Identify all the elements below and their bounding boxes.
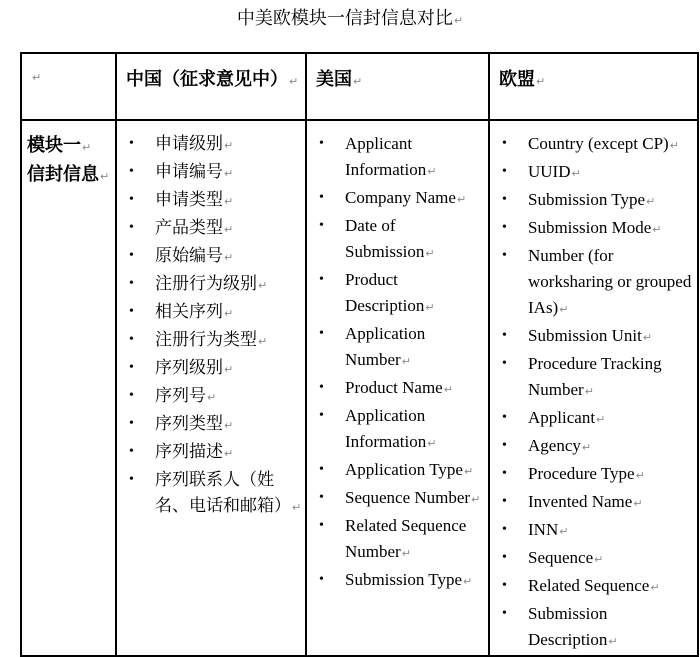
list-item	[307, 131, 487, 185]
paragraph-mark-icon: ↵	[401, 355, 411, 368]
paragraph-mark-icon: ↵	[456, 193, 467, 206]
list-item	[117, 271, 304, 299]
paragraph-mark-icon: ↵	[608, 635, 618, 648]
list-item	[117, 215, 304, 243]
paragraph-mark-icon: ↵	[427, 437, 437, 450]
row-label-module1-envelope	[21, 120, 116, 656]
bullet-icon: •	[502, 136, 507, 151]
list-item-text: UUID↵	[528, 162, 581, 181]
paragraph-mark-icon: ↵	[224, 363, 234, 376]
paragraph-mark-icon: ↵	[224, 195, 234, 208]
list-item	[490, 131, 696, 159]
list-item-text: Application Type↵	[345, 460, 474, 479]
cell-usa-items	[306, 120, 489, 656]
bullet-icon: •	[502, 522, 507, 537]
list-item	[307, 403, 487, 457]
list-item	[117, 159, 304, 187]
bullet-icon: •	[502, 220, 507, 235]
bullet-icon: •	[502, 192, 507, 207]
list-item	[117, 131, 304, 159]
paragraph-mark-icon: ↵	[82, 141, 92, 154]
paragraph-mark-icon: ↵	[224, 447, 234, 460]
list-item-text: 相关序列↵	[155, 302, 234, 321]
list-item	[490, 573, 696, 601]
bullet-icon: •	[502, 606, 507, 621]
list-item	[117, 327, 304, 355]
bullet-icon: •	[129, 332, 134, 347]
paragraph-mark-icon: ↵	[207, 391, 217, 404]
paragraph-mark-icon: ↵	[425, 301, 435, 314]
bullet-icon: •	[502, 164, 507, 179]
list-item	[490, 243, 696, 323]
paragraph-mark-icon: ↵	[581, 441, 592, 454]
list-item-text: 序列描述↵	[155, 442, 234, 461]
bullet-icon: •	[319, 462, 324, 477]
header-cell-usa: 美国↵	[306, 53, 489, 120]
cell-china-items	[116, 120, 306, 656]
bullet-icon: •	[129, 220, 134, 235]
bullet-icon: •	[129, 136, 134, 151]
list-item-text: Related Sequence Number↵	[345, 516, 467, 561]
list-item-text: Agency↵	[528, 436, 592, 455]
list-item-text: Application Information↵	[345, 406, 437, 451]
list-item	[307, 513, 487, 567]
paragraph-mark-icon: ↵	[289, 75, 299, 88]
paragraph-mark-icon: ↵	[652, 223, 662, 236]
paragraph-mark-icon: ↵	[425, 247, 435, 260]
list-item	[117, 355, 304, 383]
bullet-icon: •	[319, 408, 324, 423]
paragraph-mark-icon: ↵	[669, 139, 679, 152]
bullet-icon: •	[129, 472, 134, 487]
paragraph-mark-icon: ↵	[224, 223, 234, 236]
paragraph-mark-icon: ↵	[258, 279, 268, 292]
bullet-icon: •	[502, 248, 507, 263]
bullet-icon: •	[502, 494, 507, 509]
bullet-icon: •	[319, 380, 324, 395]
bullet-icon: •	[129, 360, 134, 375]
list-item	[117, 411, 304, 439]
paragraph-mark-icon: ↵	[353, 75, 363, 88]
list-item	[490, 159, 696, 187]
list-item	[490, 517, 696, 545]
list-item	[490, 323, 696, 351]
list-item	[117, 299, 304, 327]
paragraph-mark-icon: ↵	[292, 501, 302, 514]
header-row	[21, 53, 698, 120]
bullet-icon: •	[502, 578, 507, 593]
list-item-text: Product Name↵	[345, 378, 453, 397]
paragraph-mark-icon: ↵	[559, 525, 569, 538]
page-title	[0, 7, 700, 32]
bullet-icon: •	[319, 218, 324, 233]
row-label-line: 信封信息↵	[27, 164, 110, 184]
list-item	[307, 185, 487, 213]
list-item	[307, 213, 487, 267]
list-item-text: Application Number↵	[345, 324, 426, 369]
bullet-icon: •	[502, 550, 507, 565]
paragraph-mark-icon: ↵	[571, 167, 581, 180]
list-item-text: Procedure Type↵	[528, 464, 645, 483]
list-item-text: Date of Submission↵	[345, 216, 435, 261]
list-item-text: Procedure Tracking Number↵	[528, 354, 662, 399]
bullet-icon: •	[502, 328, 507, 343]
list-item-text: 序列联系人（姓名、电话和邮箱）↵	[155, 470, 302, 515]
eu-item-list	[490, 121, 697, 655]
bullet-icon: •	[319, 136, 324, 151]
paragraph-mark-icon: ↵	[642, 331, 653, 344]
list-item-text: Submission Mode↵	[528, 218, 662, 237]
china-item-list	[117, 121, 305, 521]
paragraph-mark-icon: ↵	[224, 307, 234, 320]
paragraph-mark-icon: ↵	[224, 139, 234, 152]
list-item-text: 申请类型↵	[155, 190, 234, 209]
list-item-text: 序列级别↵	[155, 358, 234, 377]
paragraph-mark-icon: ↵	[594, 553, 604, 566]
list-item	[490, 215, 696, 243]
list-item	[117, 187, 304, 215]
bullet-icon: •	[319, 272, 324, 287]
paragraph-mark-icon: ↵	[559, 303, 569, 316]
list-item-text: Sequence Number↵	[345, 488, 481, 507]
list-item	[307, 567, 487, 595]
list-item	[307, 321, 487, 375]
bullet-icon: •	[502, 410, 507, 425]
paragraph-mark-icon: ↵	[650, 581, 660, 594]
paragraph-mark-icon: ↵	[401, 547, 411, 560]
list-item-text: 注册行为级别↵	[155, 274, 268, 293]
bullet-icon: •	[319, 572, 324, 587]
bullet-icon: •	[129, 164, 134, 179]
list-item	[117, 383, 304, 411]
list-item	[490, 187, 696, 215]
bullet-icon: •	[129, 304, 134, 319]
list-item-text: Product Description↵	[345, 270, 435, 315]
list-item	[490, 433, 696, 461]
paragraph-mark-icon: ↵	[596, 413, 606, 426]
paragraph-mark-icon: ↵	[224, 167, 234, 180]
list-item-text: INN↵	[528, 520, 569, 539]
paragraph-mark-icon: ↵	[258, 335, 268, 348]
list-item	[490, 545, 696, 573]
paragraph-mark-icon: ↵	[427, 165, 437, 178]
list-item-text: 序列号↵	[155, 386, 217, 405]
list-item-text: Submission Unit↵	[528, 326, 653, 345]
list-item-text: 序列类型↵	[155, 414, 234, 433]
list-item	[307, 267, 487, 321]
paragraph-mark-icon: ↵	[224, 251, 234, 264]
list-item-text: Submission Description↵	[528, 604, 618, 649]
list-item	[490, 601, 696, 655]
list-item-text: 产品类型↵	[155, 218, 234, 237]
paragraph-mark-icon: ↵	[32, 71, 42, 84]
bullet-icon: •	[129, 248, 134, 263]
paragraph-mark-icon: ↵	[224, 419, 234, 432]
list-item	[490, 351, 696, 405]
paragraph-mark-icon: ↵	[463, 575, 473, 588]
list-item-text: Company Name↵	[345, 188, 467, 207]
bullet-icon: •	[129, 192, 134, 207]
bullet-icon: •	[319, 518, 324, 533]
bullet-icon: •	[319, 326, 324, 341]
list-item-text: 原始编号↵	[155, 246, 234, 265]
body-row	[21, 120, 698, 656]
header-cell-eu: 欧盟↵	[489, 53, 698, 120]
paragraph-mark-icon: ↵	[463, 465, 474, 478]
list-item	[117, 243, 304, 271]
paragraph-mark-icon: ↵	[100, 170, 110, 183]
bullet-icon: •	[502, 466, 507, 481]
paragraph-mark-icon: ↵	[471, 493, 481, 506]
cell-eu-items	[489, 120, 698, 656]
list-item	[490, 461, 696, 489]
list-item-text: Submission Type↵	[528, 190, 656, 209]
list-item	[117, 439, 304, 467]
list-item-text: Country (except CP)↵	[528, 134, 679, 153]
paragraph-mark-icon: ↵	[635, 469, 645, 482]
usa-item-list	[307, 121, 488, 595]
list-item-text: 注册行为类型↵	[155, 330, 268, 349]
bullet-icon: •	[502, 356, 507, 371]
paragraph-mark-icon: ↵	[584, 385, 594, 398]
paragraph-mark-icon: ↵	[646, 195, 656, 208]
list-item-text: Invented Name↵	[528, 492, 643, 511]
paragraph-mark-icon: ↵	[443, 383, 453, 396]
bullet-icon: •	[129, 416, 134, 431]
bullet-icon: •	[129, 444, 134, 459]
list-item	[307, 485, 487, 513]
bullet-icon: •	[129, 388, 134, 403]
list-item-text: Applicant Information↵	[345, 134, 437, 179]
list-item-text: Applicant↵	[528, 408, 606, 427]
bullet-icon: •	[502, 438, 507, 453]
bullet-icon: •	[319, 190, 324, 205]
paragraph-mark-icon: ↵	[453, 14, 464, 27]
list-item-text: Submission Type↵	[345, 570, 473, 589]
bullet-icon: •	[129, 276, 134, 291]
list-item-text: 申请编号↵	[155, 162, 234, 181]
list-item	[117, 467, 304, 521]
list-item	[307, 375, 487, 403]
paragraph-mark-icon: ↵	[536, 75, 546, 88]
page-title-text: 中美欧模块一信封信息对比	[236, 8, 453, 28]
list-item-text: Number (for worksharing or grouped IAs)↵	[528, 246, 692, 317]
list-item	[490, 489, 696, 517]
bullet-icon: •	[319, 490, 324, 505]
comparison-table	[20, 52, 699, 657]
list-item-text: Related Sequence↵	[528, 576, 660, 595]
list-item	[490, 405, 696, 433]
list-item-text: Sequence↵	[528, 548, 604, 567]
list-item	[307, 457, 487, 485]
header-cell-corner	[21, 53, 116, 120]
header-cell-china: 中国（征求意见中）↵	[116, 53, 306, 120]
row-label-line: 模块一↵	[27, 135, 92, 155]
list-item-text: 申请级别↵	[155, 134, 234, 153]
paragraph-mark-icon: ↵	[633, 497, 643, 510]
